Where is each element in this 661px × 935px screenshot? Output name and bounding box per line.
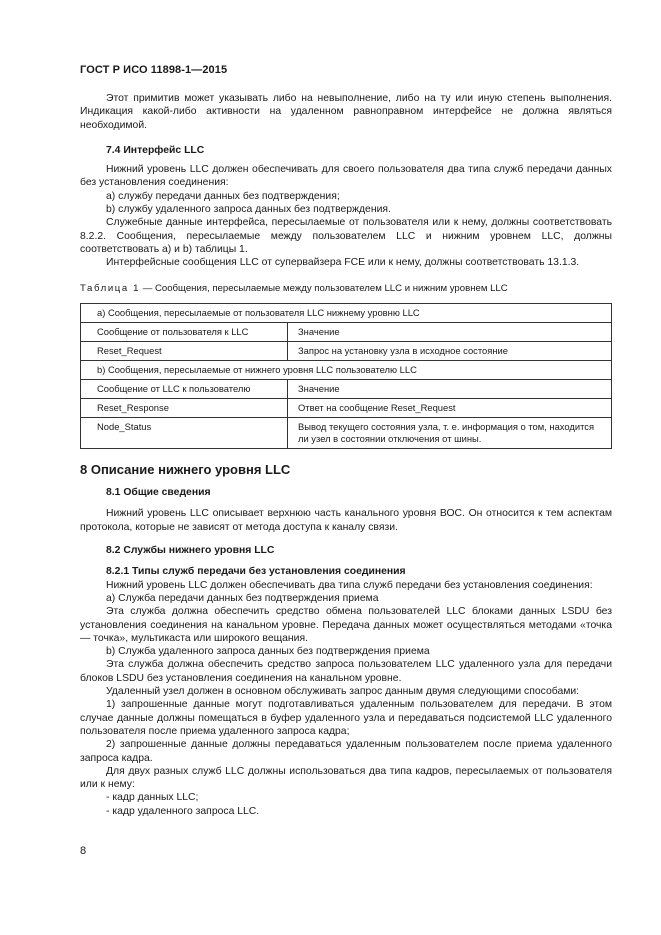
- section-7-4-paragraph-2: Служебные данные интерфейса, пересылаемые от пользователя или к нему, должны соответствовать 8.2.2. Сообщения, пересылаемые между пользователем LLC и нижним уровнем LLC, должны соответствовать а) и b) таблицы 1.: [80, 217, 612, 255]
- section-8-2-title: 8.2 Службы нижнего уровня LLC: [106, 545, 275, 557]
- frame-type-1: - кадр данных LLC;: [106, 792, 199, 804]
- table-row: [81, 303, 612, 322]
- table-row: [81, 322, 612, 341]
- table-cell-message: Reset_Response: [81, 398, 288, 417]
- remote-way-2: 2) запрошенные данные должны передаваться удаленным пользователем после приема удаленного запроса кадра.: [80, 739, 612, 764]
- table-cell-meaning: Запрос на установку узла в исходное состояние: [288, 341, 612, 360]
- service-b-title: b) Служба удаленного запроса данных без подтверждения приема: [106, 646, 430, 658]
- frames-paragraph: Для двух разных служб LLC должны использоваться два типа кадров, пересылаемых от пользователя или к нему:: [80, 765, 612, 791]
- section-7-4-paragraph-1: Нижний уровень LLC должен обеспечивать для своего пользователя два типа служб передачи данных без установления соединения:: [80, 164, 612, 189]
- table-b-header-message: Сообщение от LLC к пользователю: [81, 379, 288, 398]
- remote-way-1: 1) запрошенные данные могут подготавливаться удаленным пользователем для передачи. В этом случае данные должны помещаться в буфер удаленного узла и передаваться подсистемой LLC удаленного пользователя после приема удаленного запроса кадра;: [80, 699, 612, 737]
- service-a-description: Эта служба должна обеспечить средство обмена пользователей LLC блоками данных LSDU без установления соединения на канальном уровне. Передача данных может осуществляться методами «точка — точка», мультикаста или широкого вещания.: [80, 606, 612, 644]
- table-row: [81, 417, 612, 448]
- table-a-header-meaning: Значение: [288, 322, 612, 341]
- section-8-2-1-paragraph: Нижний уровень LLC должен обеспечивать два типа служб передачи без установления соединения:: [106, 579, 593, 591]
- section-7-4-paragraph-3: Интерфейсные сообщения LLC от супервайзера FCE или к нему, должны соответствовать 13.1.3.: [106, 257, 580, 269]
- page-content: [80, 92, 612, 818]
- table-row: [81, 341, 612, 360]
- table-1-caption-text: — Сообщения, пересылаемые между пользователем LLC и нижним уровнем LLC: [140, 282, 508, 294]
- standard-code-header: ГОСТ Р ИСО 11898-1—2015: [80, 64, 228, 76]
- service-b-description: Эта служба должна обеспечить средство запроса пользователем LLC удаленного узла для передачи блоков LSDU без установления соединения на канальном уровне.: [80, 659, 612, 684]
- table-row: [81, 379, 612, 398]
- section-8-2-1-title: 8.2.1 Типы служб передачи без установления соединения: [106, 566, 406, 578]
- table-row: [81, 398, 612, 417]
- table-1-caption: [80, 282, 612, 295]
- section-7-4-item-a: а) службу передачи данных без подтверждения;: [106, 190, 340, 202]
- table-section-b-title: b) Сообщения, пересылаемые от нижнего уровня LLC пользователю LLC: [81, 360, 612, 379]
- table-cell-message: Node_Status: [81, 417, 288, 448]
- frame-type-2: - кадр удаленного запроса LLC.: [106, 805, 260, 817]
- table-1-caption-label: Таблица 1: [80, 282, 141, 294]
- page-number: 8: [80, 845, 87, 857]
- section-7-4-item-b: b) службу удаленного запроса данных без подтверждения.: [106, 204, 391, 216]
- table-cell-message: Reset_Request: [81, 341, 288, 360]
- table-cell-meaning: Ответ на сообщение Reset_Request: [288, 398, 612, 417]
- remote-node-paragraph: Удаленный узел должен в основном обслуживать запрос данным двумя следующими способами:: [106, 686, 580, 698]
- section-8-1-title: 8.1 Общие сведения: [106, 487, 211, 499]
- service-a-title: а) Служба передачи данных без подтверждения приема: [106, 592, 379, 604]
- section-7-4-title: 7.4 Интерфейс LLC: [106, 144, 205, 156]
- section-8-title: 8 Описание нижнего уровня LLC: [80, 461, 291, 477]
- table-1: [80, 303, 612, 449]
- table-section-a-title: а) Сообщения, пересылаемые от пользователя LLC нижнему уровню LLC: [81, 303, 612, 322]
- table-cell-meaning: Вывод текущего состояния узла, т. е. информация о том, находится ли узел в состоянии отключения от шины.: [288, 417, 612, 448]
- table-b-header-meaning: Значение: [288, 379, 612, 398]
- intro-paragraph: Этот примитив может указывать либо на невыполнение, либо на ту или иную степень выполнения. Индикация какой-либо активности на удаленном равноправном интерфейсе не должна являться необходимой.: [80, 93, 612, 131]
- section-8-1-paragraph: Нижний уровень LLC описывает верхнюю часть канального уровня ВОС. Он относится к тем аспектам протокола, которые не зависят от метода доступа к каналу связи.: [80, 508, 612, 533]
- table-a-header-message: Сообщение от пользователя к LLC: [81, 322, 288, 341]
- table-row: [81, 360, 612, 379]
